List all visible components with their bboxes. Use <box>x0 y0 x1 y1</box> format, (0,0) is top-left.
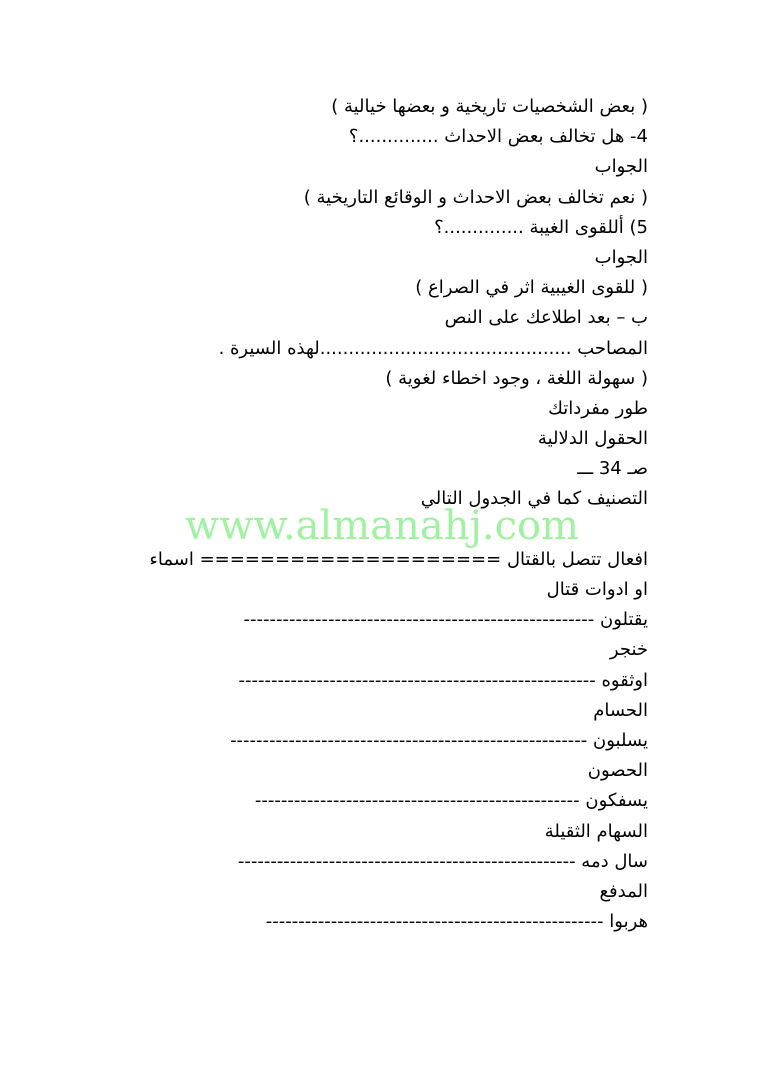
noun-row: خنجر <box>609 639 648 661</box>
verb-row: يسفكون -------------------------------------------------- <box>254 790 648 812</box>
noun-row: الحصون <box>587 760 648 782</box>
vocabulary-heading: طور مفرداتك <box>548 397 648 419</box>
classification-header-cont: او ادوات قتال <box>546 579 648 600</box>
question-5: 5) أللقوى الغيبة ..............؟ <box>434 216 648 238</box>
answer-4: ( نعم تخالف بعض الاحداث و الوقائع التاريخية ) <box>303 186 648 208</box>
blank-line <box>110 515 648 545</box>
noun-row: المدفع <box>599 880 648 902</box>
semantic-fields-heading: الحقول الدلالية <box>537 428 648 450</box>
noun-row: السهام الثقيلة <box>544 820 648 842</box>
verb-row: يقتلون ------------------------------------------------------ <box>243 609 648 631</box>
section-b-answer: ( سهولة اللغة ، وجود اخطاء لغوية ) <box>385 367 648 389</box>
answer-label: الجواب <box>594 246 648 268</box>
section-b-heading: ب – بعد اطلاعك على النص <box>444 307 648 329</box>
section-b-question: المصاحب ............................................لهذه السيرة . <box>218 337 648 359</box>
watermark: www.almanahj.com <box>184 503 579 549</box>
answer-label: الجواب <box>594 156 648 178</box>
verb-row: هربوا ---------------------------------------------------- <box>265 911 648 933</box>
classification-header: افعال تتصل بالقتال ==================== اسماء <box>149 548 648 570</box>
classification-instruction: التصنيف كما في الجدول التالي <box>420 488 648 510</box>
verb-row: يسلبون ------------------------------------------------------- <box>230 729 648 751</box>
page-reference: صـ 34 ـــ <box>577 458 648 480</box>
verb-row: اوثقوه ------------------------------------------------------- <box>238 669 648 691</box>
verb-row: سال دمه ---------------------------------------------------- <box>237 850 648 872</box>
answer-characters: ( بعض الشخصيات تاريخية و بعضها خيالية ) <box>331 96 648 117</box>
answer-5: ( للقوى الغيبية اثر في الصراع ) <box>415 277 648 299</box>
question-4: 4- هل تخالف بعض الاحداث ..............؟ <box>348 126 648 148</box>
document-body <box>110 92 648 937</box>
noun-row: الحسام <box>593 699 648 721</box>
